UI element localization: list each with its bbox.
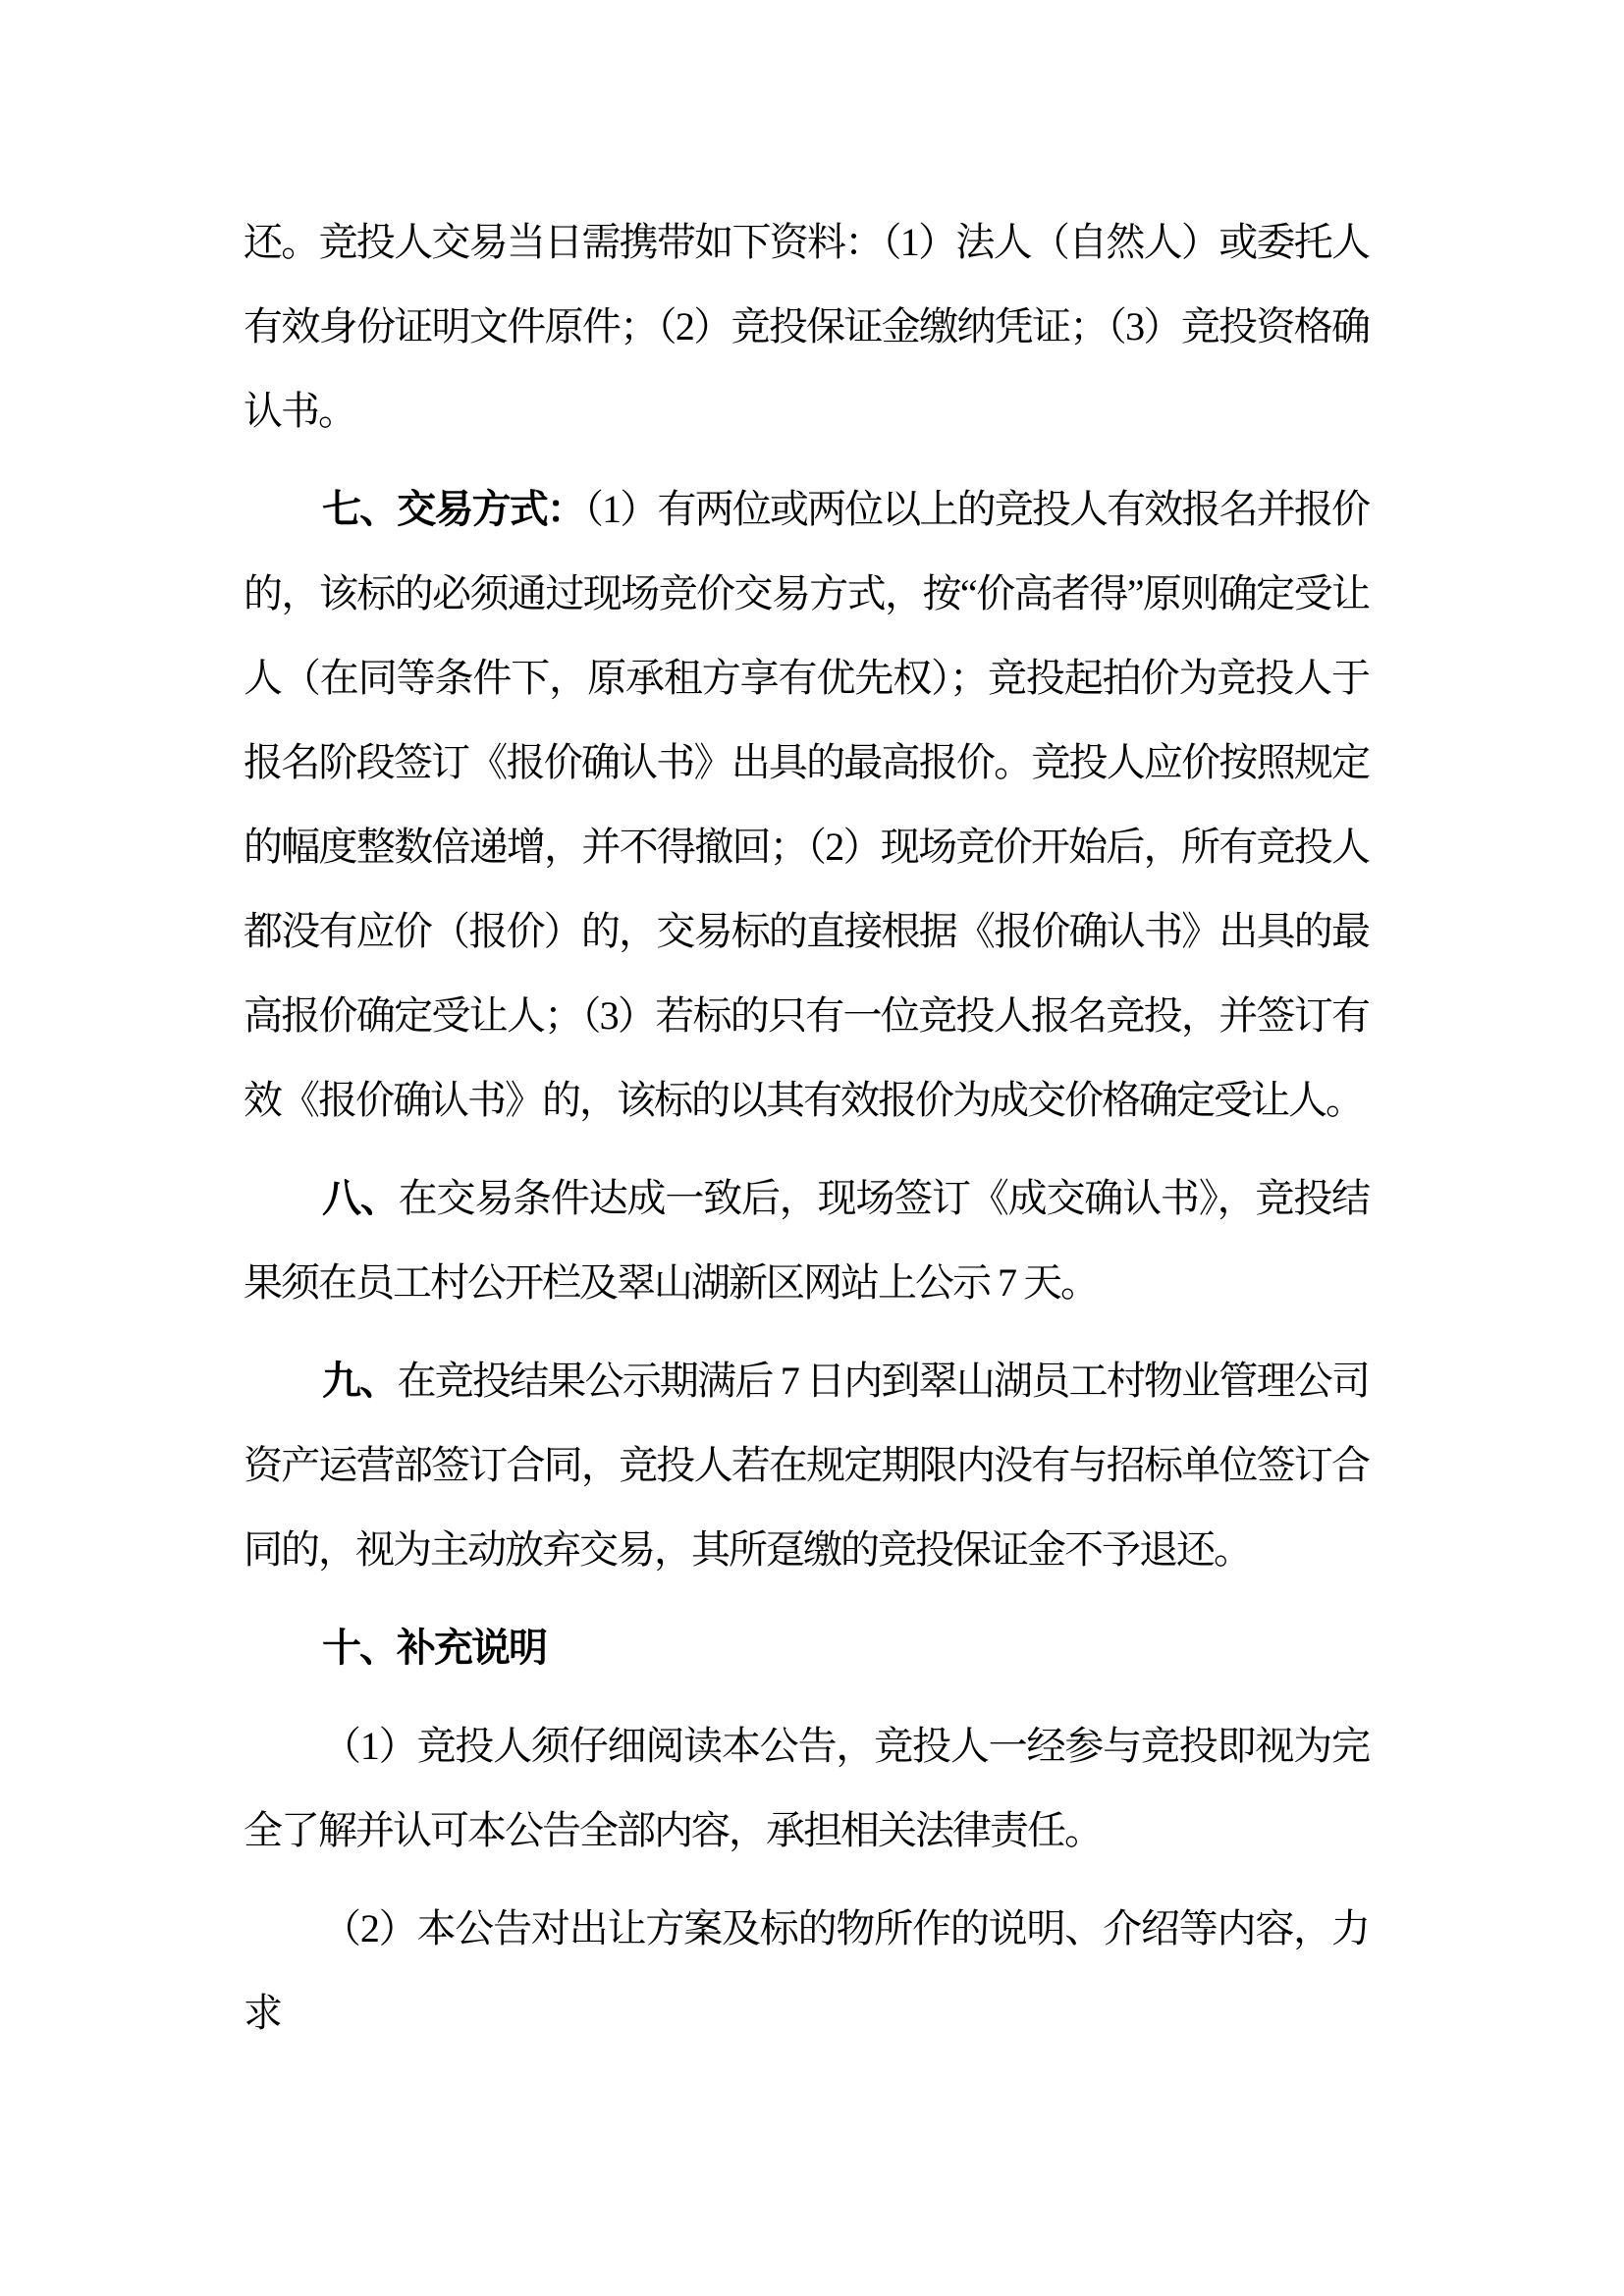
text-segment: 在交易条件达成一致后，现场签订《成交确认书》，竞投结果须在员工村公开栏及翠山湖新区网站上公示 7 天。: [244, 1176, 1370, 1305]
paragraph: [244, 1156, 1369, 1325]
document-body: [244, 200, 1369, 2056]
section-heading-segment: 九、: [322, 1359, 398, 1403]
paragraph: [244, 1887, 1369, 2056]
paragraph: [244, 1606, 1369, 1690]
section-heading-segment: 七、交易方式：: [322, 487, 584, 531]
paragraph: [244, 1704, 1369, 1873]
text-segment: （1）竞投人须仔细阅读本公告，竞投人一经参与竞投即视为完全了解并认可本公告全部内容，承担相关法律责任。: [244, 1724, 1369, 1852]
text-segment: （2）本公告对出让方案及标的物所作的说明、介绍等内容，力求: [244, 1906, 1369, 2035]
paragraph: [244, 200, 1369, 454]
paragraph: [244, 1339, 1369, 1592]
text-segment: 在竞投结果公示期满后 7 日内到翠山湖员工村物业管理公司资产运营部签订合同，竞投人若在规定期限内没有与招标单位签订合同的，视为主动放弃交易，其所趸缴的竞投保证金不予退还。: [244, 1359, 1370, 1572]
paragraph: [244, 467, 1369, 1143]
text-segment: （1）有两位或两位以上的竞投人有效报名并报价的，该标的必须通过现场竞价交易方式，按“价高者得”原则确定受让人（在同等条件下，原承租方享有优先权）；竞投起拍价为竞投人于报名阶段签订《报价确认书》出具的最高报价。竞投人应价按照规定的幅度整数倍递增，并不得撤回；（2）现场竞价开始后，所有竞投人都没有应价（报价）的，交易标的直接根据《报价确认书》出具的最高报价确定受让人；（3）若标的只有一位竞投人报名竞投，并签订有效《报价确认书》的，该标的以其有效报价为成交价格确定受让人。: [244, 487, 1369, 1122]
section-heading-segment: 八、: [322, 1176, 399, 1220]
text-segment: 还。竞投人交易当日需携带如下资料：（1）法人（自然人）或委托人有效身份证明文件原件；（2）竞投保证金缴纳凭证；（3）竞投资格确认书。: [244, 220, 1369, 433]
section-heading-segment: 十、补充说明: [322, 1626, 546, 1670]
